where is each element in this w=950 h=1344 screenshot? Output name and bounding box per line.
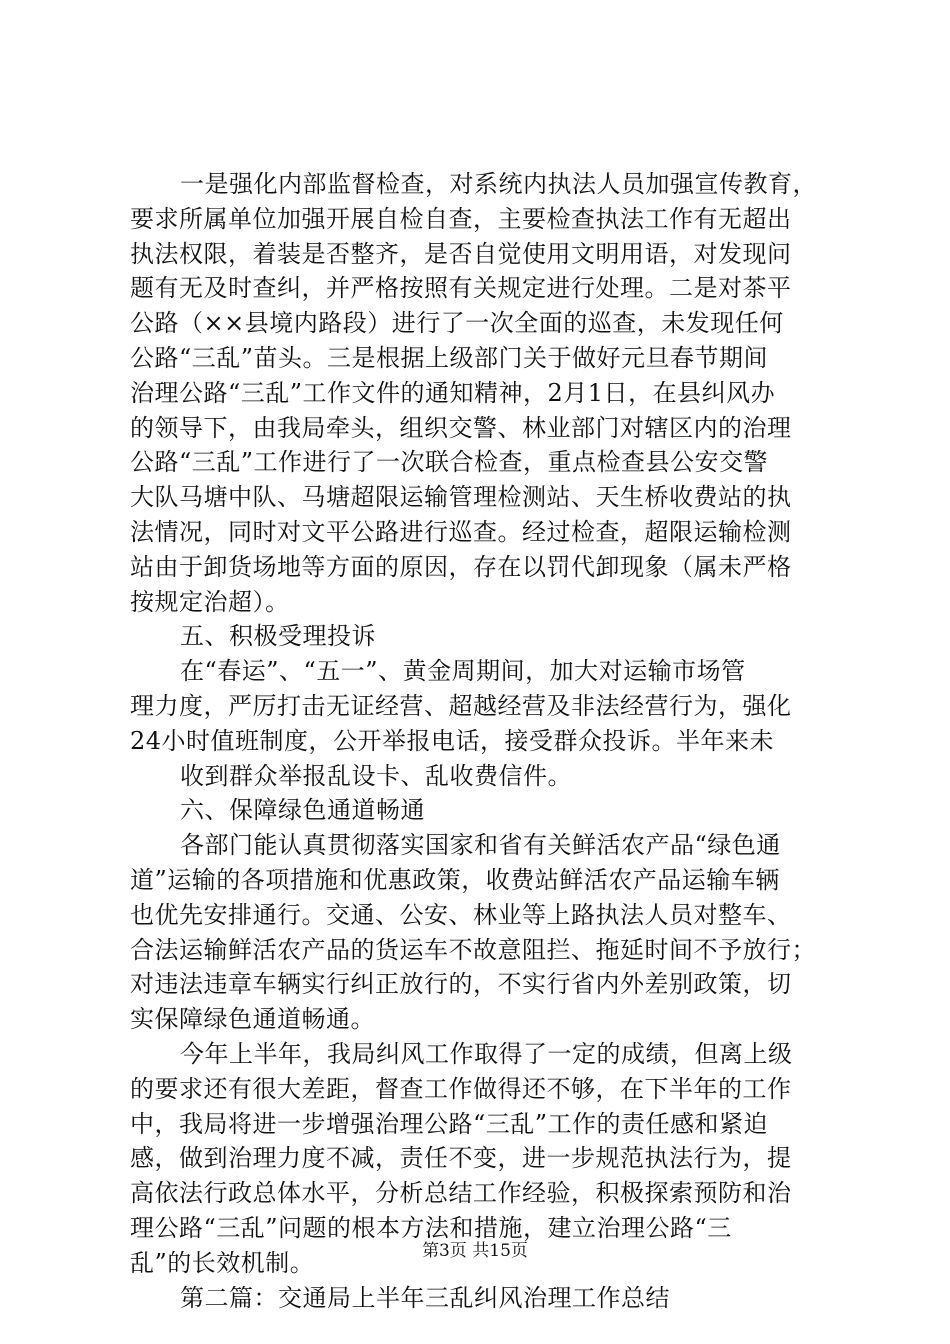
document-body <box>130 167 830 1315</box>
text-line: 站由于卸货场地等方面的原因，存在以罚代卸现象（属未严格 <box>130 552 792 581</box>
text-line: 收到群众举报乱设卡、乱收费信件。 <box>180 761 572 790</box>
text-line: 按规定治超）。 <box>130 587 290 616</box>
text-line: 的领导下，由我局牵头，组织交警、林业部门对辖区内的治理 <box>130 413 792 442</box>
text-line: 六、保障绿色通道畅通 <box>180 796 425 825</box>
text-line: 公路“三乱”苗头。三是根据上级部门关于做好元旦春节期间 <box>130 343 769 372</box>
text-line: 中，我局将进一步增强治理公路“三乱”工作的责任感和紧迫 <box>130 1109 769 1138</box>
page-footer: 第3页 共15页 <box>422 1241 528 1261</box>
text-line: 法情况，同时对文平公路进行巡查。经过检查，超限运输检测 <box>130 517 792 546</box>
text-line: 今年上半年，我局纠风工作取得了一定的成绩，但离上级 <box>180 1039 793 1068</box>
text-line: 理力度，严厉打击无证经营、超越经营及非法经营行为，强化 <box>130 691 792 720</box>
text-line: 公路（××县境内路段）进行了一次全面的巡查，未发现任何 <box>130 309 784 338</box>
text-line: 执法权限，着装是否整齐，是否自觉使用文明用语，对发现问 <box>130 239 792 268</box>
text-line: 题有无及时查纠，并严格按照有关规定进行处理。二是对茶平 <box>130 274 792 303</box>
text-line: 在“春运”、“五一”、黄金周期间，加大对运输市场管 <box>180 657 746 686</box>
text-line: 理公路“三乱”问题的根本方法和措施，建立治理公路“三 <box>130 1213 732 1242</box>
text-line: 五、积极受理投诉 <box>180 622 376 651</box>
text-line: 治理公路“三乱”工作文件的通知精神，2月1日，在县纠风办 <box>130 378 776 407</box>
text-line: 感，做到治理力度不减，责任不变，进一步规范执法行为，提 <box>130 1144 792 1173</box>
text-line: 合法运输鲜活农产品的货运车不故意阻拦、拖延时间不予放行； <box>130 935 816 964</box>
text-line: 24小时值班制度，公开举报电话，接受群众投诉。半年来未 <box>130 726 775 755</box>
text-line: 道”运输的各项措施和优惠政策，收费站鲜活农产品运输车辆 <box>130 865 780 894</box>
text-line: 高依法行政总体水平，分析总结工作经验，积极探索预防和治 <box>130 1179 792 1208</box>
text-line: 公路“三乱”工作进行了一次联合检查，重点检查县公安交警 <box>130 448 769 477</box>
text-line: 大队马塘中队、马塘超限运输管理检测站、天生桥收费站的执 <box>130 483 792 512</box>
text-line: 各部门能认真贯彻落实国家和省有关鲜活农产品“绿色通 <box>180 831 781 860</box>
text-line: 乱”的长效机制。 <box>130 1248 315 1277</box>
text-line: 对违法违章车辆实行纠正放行的，不实行省内外差别政策，切 <box>130 970 792 999</box>
text-line: 第二篇：交通局上半年三乱纠风治理工作总结 <box>180 1283 670 1312</box>
text-line: 一是强化内部监督检查，对系统内执法人员加强宣传教育， <box>180 170 817 198</box>
text-line: 的要求还有很大差距，督查工作做得还不够，在下半年的工作 <box>130 1074 792 1103</box>
text-line: 要求所属单位加强开展自检自查，主要检查执法工作有无超出 <box>130 204 792 233</box>
text-line: 也优先安排通行。交通、公安、林业等上路执法人员对整车、 <box>130 900 792 929</box>
text-line: 实保障绿色通道畅通。 <box>130 1005 375 1034</box>
